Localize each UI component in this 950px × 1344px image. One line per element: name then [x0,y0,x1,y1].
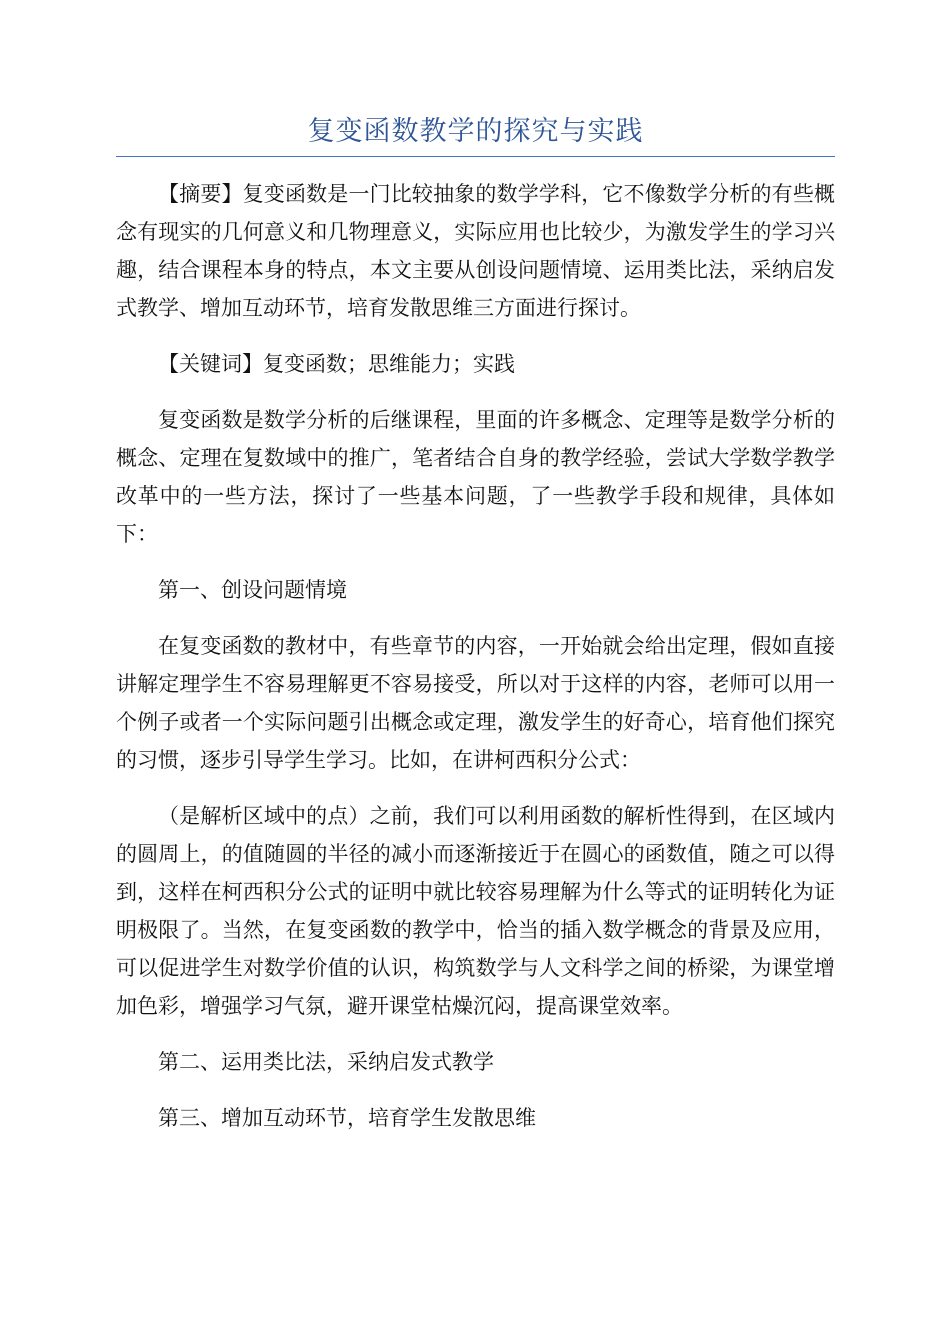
document-title: 复变函数教学的探究与实践 [307,116,644,147]
abstract-paragraph: 【摘要】复变函数是一门比较抽象的数学学科，它不像数学分析的有些概念有现实的几何意义和几物理意义，实际应用也比较少，为激发学生的学习兴趣，结合课程本身的特点，本文主要从创设问题情境、运用类比法，采纳启发式教学、增加互动环节，培育发散思维三方面进行探讨。 [116,182,835,320]
keywords-paragraph: 【关键词】复变函数；思维能力；实践 [158,352,515,376]
body-paragraph: （是解析区域中的点）之前，我们可以利用函数的解析性得到，在区域内的圆周上，的值随圆的半径的减小而逐渐接近于在圆心的函数值，随之可以得到，这样在柯西积分公式的证明中就比较容易理解为什么等式的证明转化为证明极限了。当然，在复变函数的教学中，恰当的插入数学概念的背景及应用，可以促进学生对数学价值的认识，构筑数学与人文科学之间的桥梁，为课堂增加色彩，增强学习气氛，避开课堂枯燥沉闷，提高课堂效率。 [116,804,835,1018]
section-heading-3: 第三、增加互动环节，培育学生发散思维 [158,1106,536,1130]
document-body [116,175,835,1155]
section-heading-1: 第一、创设问题情境 [158,578,347,602]
title-block [116,112,835,157]
body-paragraph: 在复变函数的教材中，有些章节的内容，一开始就会给出定理，假如直接讲解定理学生不容易理解更不容易接受，所以对于这样的内容，老师可以用一个例子或者一个实际问题引出概念或定理，激发学生的好奇心，培育他们探究的习惯，逐步引导学生学习。比如，在讲柯西积分公式： [116,634,835,772]
intro-paragraph: 复变函数是数学分析的后继课程，里面的许多概念、定理等是数学分析的概念、定理在复数域中的推广，笔者结合自身的教学经验，尝试大学数学教学改革中的一些方法，探讨了一些基本问题，了一些教学手段和规律，具体如下： [116,408,835,546]
section-heading-2: 第二、运用类比法，采纳启发式教学 [158,1050,494,1074]
